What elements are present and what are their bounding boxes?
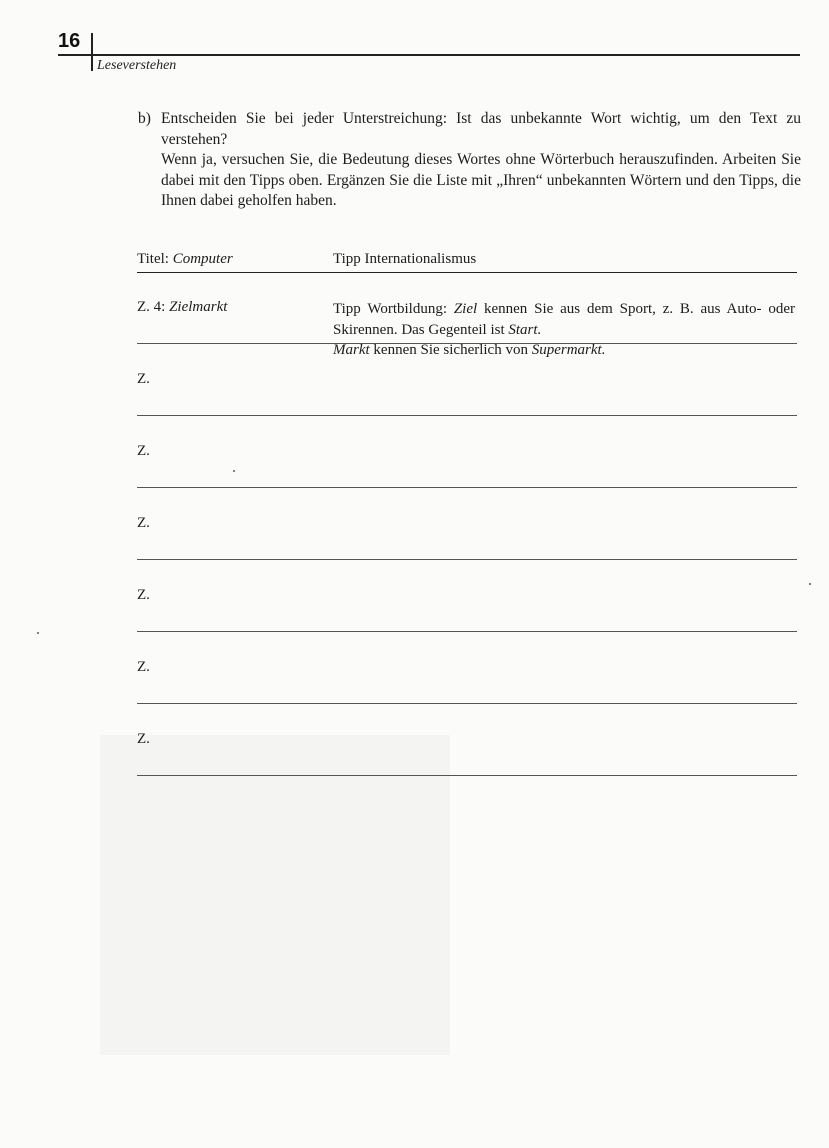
example-line-ref: Z. 4: (137, 299, 170, 315)
table-header-title (137, 251, 233, 268)
section-title: Leseverstehen (97, 58, 177, 73)
speck (37, 632, 39, 634)
answer-row[interactable] (137, 632, 797, 704)
line-ref-label: Z. (137, 731, 150, 747)
tip-word-supermarkt: Supermarkt. (531, 342, 606, 358)
table-header-tip: Tipp Internationalismus (333, 251, 477, 267)
answer-row[interactable] (137, 560, 797, 632)
show-through-shadow (100, 735, 450, 1055)
answer-row[interactable] (137, 416, 797, 488)
line-ref-label: Z. (137, 659, 150, 675)
task-letter: b) (138, 110, 151, 127)
task-paragraph-2: Wenn ja, versuchen Sie, die Bedeutung dieses Wortes ohne Wörterbuch herauszufinden. Arbeiten Sie dabei mit den Tipps oben. Ergänzen Sie die Liste mit „Ihren“ unbekannten Wörtern und den Tipps, die Ihnen dabei geholfen haben. (161, 151, 801, 209)
speck (809, 583, 811, 585)
tip-label: Tipp Wortbildung: (333, 301, 454, 317)
answer-row[interactable] (137, 344, 797, 416)
tip-word-ziel: Ziel (453, 301, 478, 317)
title-label: Titel: (137, 251, 173, 267)
example-row (137, 273, 797, 358)
tip-text: kennen Sie aus dem Sport, z. B. aus Auto- oder Skirennen. Das Gegenteil ist (333, 301, 795, 338)
header-rule (58, 54, 800, 56)
answer-row[interactable] (137, 704, 797, 776)
example-term: Zielmarkt (169, 299, 228, 315)
task-paragraph-1: Entscheiden Sie bei jeder Unterstreichung: Ist das unbekannte Wort wichtig, um den Text zu verstehen? (161, 110, 801, 148)
header-divider (91, 33, 93, 71)
title-word: Computer (172, 251, 233, 267)
line-ref-label: Z. (137, 443, 150, 459)
vocabulary-table (137, 250, 797, 776)
answer-row[interactable] (137, 488, 797, 560)
table-header-row (137, 250, 797, 273)
tip-text-2: kennen Sie sicherlich von (369, 342, 532, 358)
line-ref-label: Z. (137, 587, 150, 603)
page-number: 16 (58, 30, 81, 52)
line-ref-label: Z. (137, 515, 150, 531)
line-ref-label: Z. (137, 371, 150, 387)
example-tip-line-1 (333, 299, 795, 340)
tip-word-start: Start. (508, 321, 542, 338)
tip-word-markt: Markt (333, 342, 370, 358)
task-instructions (161, 109, 801, 212)
example-word (137, 299, 227, 316)
